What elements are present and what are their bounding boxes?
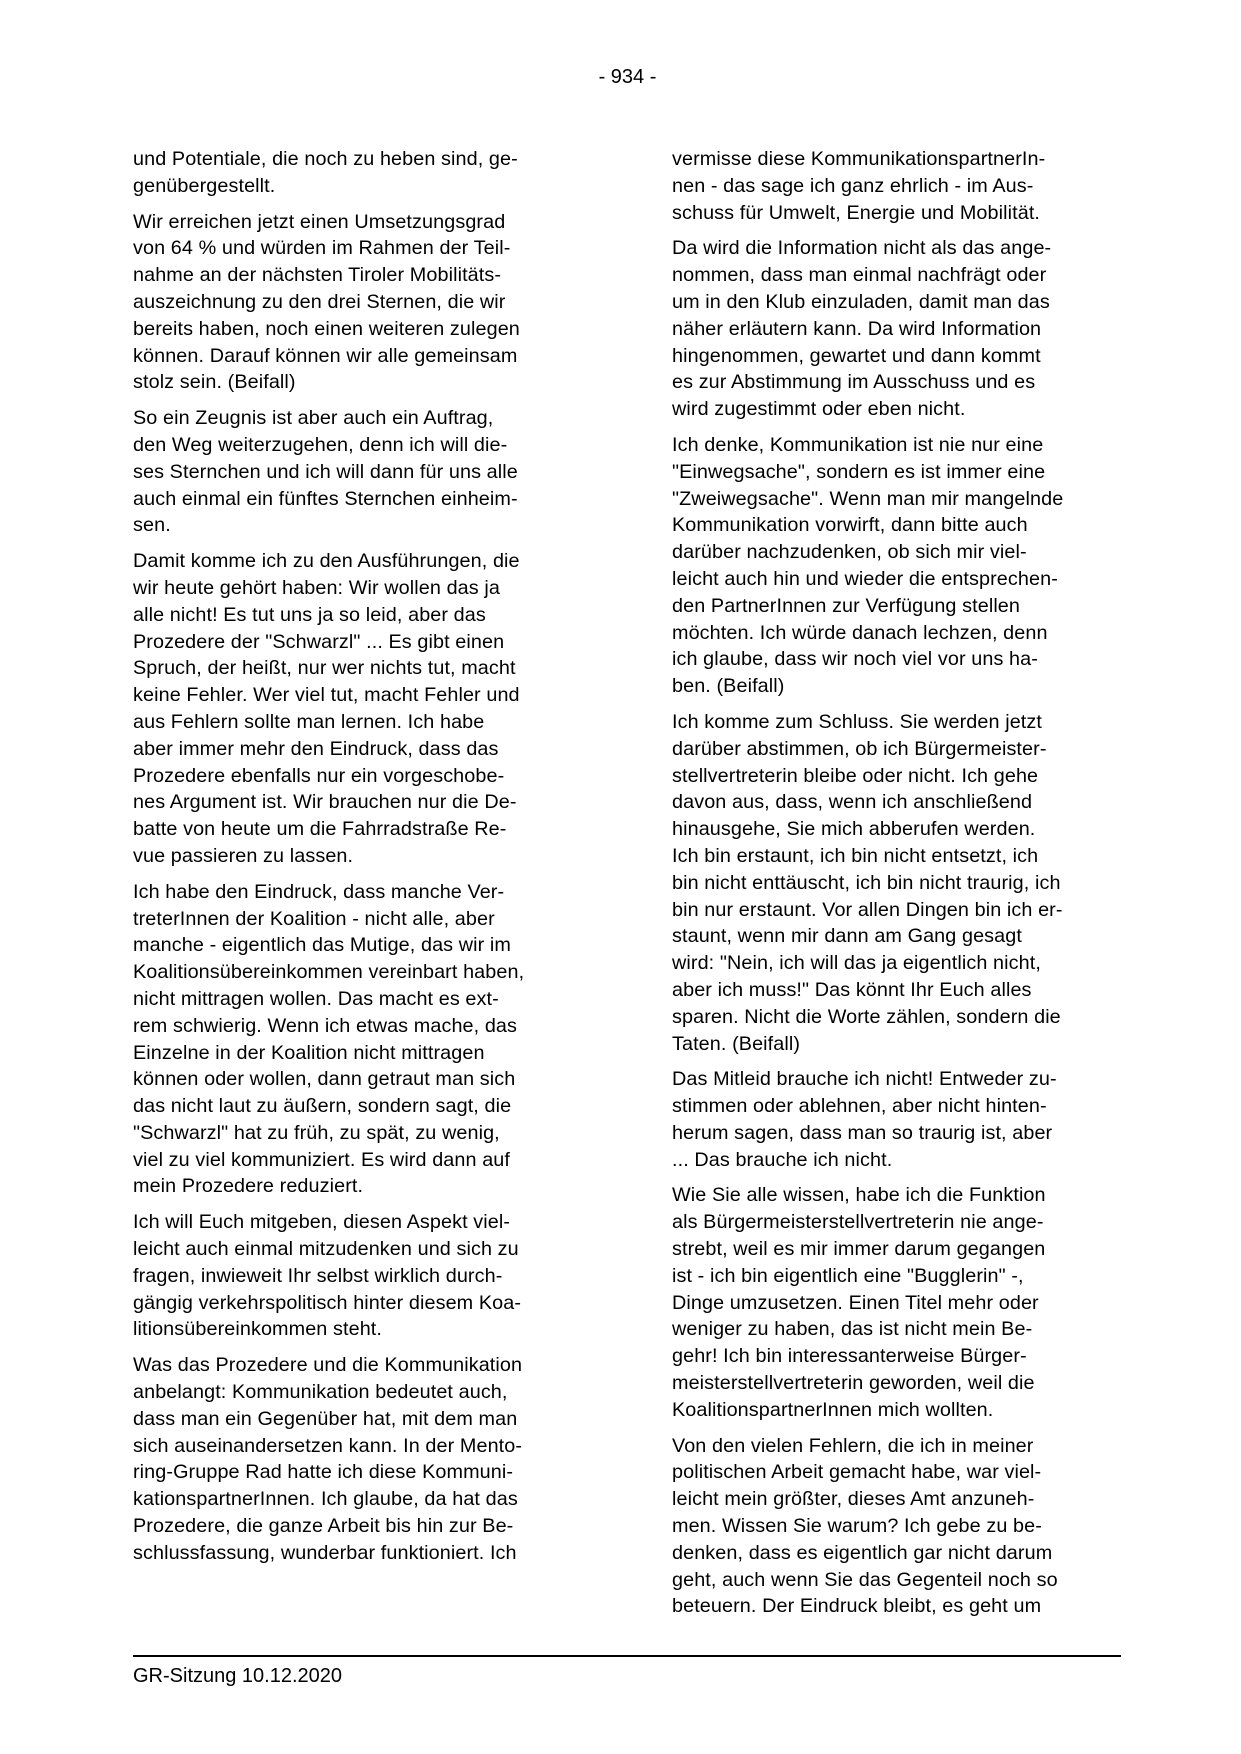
right-paragraph-1: vermisse diese KommunikationspartnerIn- nen - das sage ich ganz ehrlich - im Aus- schuss für Umwelt, Energie und Mobilität. <box>672 148 1046 224</box>
page-number: - 934 - <box>598 66 657 88</box>
right-paragraph-4: Ich komme zum Schluss. Sie werden jetzt darüber abstimmen, ob ich Bürgermeister- stellvertreterin bleibe oder nicht. Ich gehe davon aus, dass, wenn ich anschließend hinausgehe, Sie mich abberufen werden. Ich bin erstaunt, ich bin nicht entsetzt, ich bin nicht enttäuscht, ich bin nicht traurig, ich bin nur erstaunt. Vor allen Dingen bin ich er- staunt, wenn mir dann am Gang gesagt wird: "Nein, ich will das ja eigentlich nicht, aber ich muss!" Das könnt Ihr Euch alles sparen. Nicht die Worte zählen, sondern die Taten. (Beifall) <box>672 710 1063 1055</box>
left-paragraph-4: Damit komme ich zu den Ausführungen, die wir heute gehört haben: Wir wollen das ja alle nicht! Es tut uns ja so leid, aber das Prozedere der "Schwarzl" ... Es gibt einen Spruch, der heißt, nur wer nichts tut, macht keine Fehler. Wer viel tut, macht Fehler und aus Fehlern sollte man lernen. Ich habe aber immer mehr den Eindruck, dass das Prozedere ebenfalls nur ein vorgeschobe- nes Argument ist. Wir brauchen nur die De- batte von heute um die Fahrradstraße Re- vue passieren zu lassen. <box>133 550 520 867</box>
left-paragraph-3: So ein Zeugnis ist aber auch ein Auftrag, den Weg weiterzugehen, denn ich will die- ses Sternchen und ich will dann für uns alle auch einmal ein fünftes Sternchen einheim- sen. <box>133 407 518 537</box>
left-paragraph-1: und Potentiale, die noch zu heben sind, ge- genübergestellt. <box>133 148 518 197</box>
left-paragraph-6: Ich will Euch mitgeben, diesen Aspekt viel- leicht auch einmal mitzudenken und sich zu fragen, inwieweit Ihr selbst wirklich durch- gängig verkehrspolitisch hinter diesem Koa- litionsübereinkommen steht. <box>133 1211 522 1341</box>
right-paragraph-7: Von den vielen Fehlern, die ich in meiner politischen Arbeit gemacht habe, war viel- leicht mein größter, dieses Amt anzuneh- men. Wissen Sie warum? Ich gebe zu be- denken, dass es eigentlich gar nicht darum geht, auch wenn Sie das Gegenteil noch so beteuern. Der Eindruck bleibt, es geht um <box>672 1434 1058 1618</box>
left-paragraph-5: Ich habe den Eindruck, dass manche Ver- treterInnen der Koalition - nicht alle, aber manche - eigentlich das Mutige, das wir im Koalitionsübereinkommen vereinbart haben, nicht mittragen wollen. Das macht es ext- rem schwierig. Wenn ich etwas mache, das Einzelne in der Koalition nicht mittragen können oder wollen, dann getraut man sich das nicht laut zu äußern, sondern sagt, die "Schwarzl" hat zu früh, zu spät, zu wenig, viel zu viel kommuniziert. Es wird dann auf mein Prozedere reduziert. <box>133 880 525 1198</box>
right-paragraph-2: Da wird die Information nicht als das ange- nommen, dass man einmal nachfrägt oder um in den Klub einzuladen, damit man das näher erläutern kann. Da wird Information hingenommen, gewartet und dann kommt es zur Abstimmung im Ausschuss und es wird zugestimmt oder eben nicht. <box>672 237 1052 421</box>
right-paragraph-3: Ich denke, Kommunikation ist nie nur eine "Einwegsache", sondern es ist immer eine "Zweiwegsache". Wenn man mir mangelnde Kommunikation vorwirft, dann bitte auch darüber nachzudenken, ob sich mir viel- leicht auch hin und wieder die entsprechen- den PartnerInnen zur Verfügung stellen möchten. Ich würde danach lechzen, denn ich glaube, dass wir noch viel vor uns ha- ben. (Beifall) <box>672 433 1064 698</box>
left-column <box>133 146 598 1576</box>
right-column <box>672 146 1137 1629</box>
right-paragraph-6: Wie Sie alle wissen, habe ich die Funktion als Bürgermeisterstellvertreterin nie ange- strebt, weil es mir immer darum gegangen ist - ich bin eigentlich eine "Bugglerin" -, Dinge umzusetzen. Einen Titel mehr oder weniger zu haben, das ist nicht mein Be- gehr! Ich bin interessanterweise Bürger- meisterstellvertreterin geworden, weil die KoalitionspartnerInnen mich wollten. <box>672 1184 1046 1421</box>
left-paragraph-7: Was das Prozedere und die Kommunikation anbelangt: Kommunikation bedeutet auch, dass man ein Gegenüber hat, mit dem man sich auseinandersetzen kann. In der Mento- ring-Gruppe Rad hatte ich diese Kommuni- kationspartnerInnen. Ich glaube, da hat das Prozedere, die ganze Arbeit bis hin zur Be- schlussfassung, wunderbar funktioniert. Ich <box>133 1354 523 1564</box>
left-paragraph-2: Wir erreichen jetzt einen Umsetzungsgrad von 64 % und würden im Rahmen der Teil- nahme an der nächsten Tiroler Mobilitäts- auszeichnung zu den drei Sternen, die wir bereits haben, noch einen weiteren zulegen können. Darauf können wir alle gemeinsam stolz sein. (Beifall) <box>133 210 520 394</box>
right-paragraph-5: Das Mitleid brauche ich nicht! Entweder zu- stimmen oder ablehnen, aber nicht hinten- herum sagen, dass man so traurig ist, aber ... Das brauche ich nicht. <box>672 1068 1057 1171</box>
footer-divider <box>133 1655 1121 1657</box>
footer-session-label: GR-Sitzung 10.12.2020 <box>133 1665 343 1687</box>
